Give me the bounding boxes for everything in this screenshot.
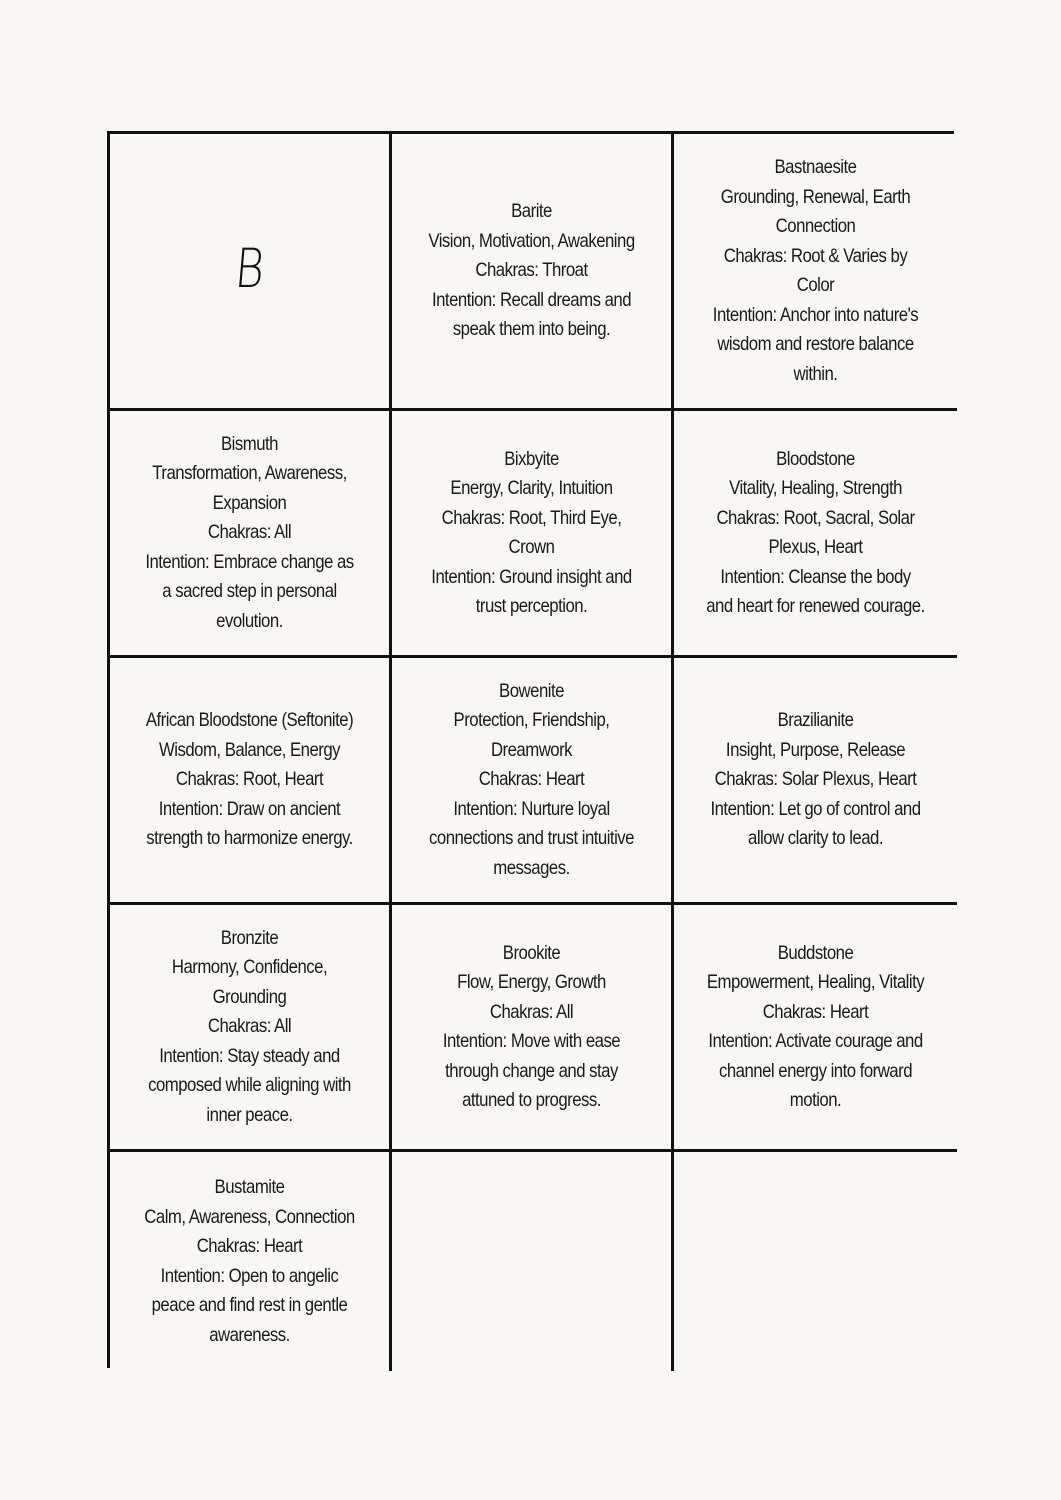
crystal-chakras: Chakras: Root, Third Eye, Crown (441, 506, 622, 558)
crystal-name: Brazilianite (777, 709, 854, 732)
crystal-entry (424, 197, 640, 345)
crystal-card (110, 905, 392, 1152)
crystal-card (110, 1152, 392, 1371)
crystal-entry (142, 430, 358, 637)
crystal-chakras: Chakras: Heart (478, 768, 585, 791)
crystal-card (392, 134, 674, 411)
empty-cell (674, 1152, 957, 1371)
crystal-chakras: Chakras: Root, Sacral, Solar Plexus, Heart (716, 506, 915, 558)
crystal-properties: Wisdom, Balance, Energy (158, 738, 341, 761)
crystal-name: African Bloodstone (Seftonite) (145, 709, 354, 732)
crystal-entry (706, 153, 925, 389)
crystal-name: Bastnaesite (774, 156, 857, 178)
crystal-properties: Transformation, Awareness, Expansion (152, 462, 347, 514)
crystal-card (674, 134, 957, 411)
crystal-properties: Grounding, Renewal, Earth Connection (720, 185, 911, 237)
crystal-properties: Insight, Purpose, Release (725, 738, 906, 761)
crystal-chakras: Chakras: All (489, 1000, 574, 1023)
crystal-chakras: Chakras: Root, Heart (175, 768, 324, 791)
crystal-properties: Empowerment, Healing, Vitality (706, 971, 925, 993)
crystal-name: Bixbyite (504, 447, 559, 470)
crystal-intention: Intention: Nurture loyal connections and trust intuitive messages. (429, 797, 634, 879)
crystal-intention: Intention: Draw on ancient strength to harmonize energy. (146, 797, 353, 850)
crystal-properties: Harmony, Confidence, Grounding (171, 956, 328, 1008)
crystal-entry (706, 706, 925, 854)
crystal-card (674, 905, 957, 1152)
crystal-chakras: Chakras: Heart (762, 1000, 869, 1023)
crystal-name: Bismuth (221, 432, 278, 455)
crystal-name: Bustamite (214, 1176, 285, 1198)
crystal-properties: Flow, Energy, Growth (457, 971, 606, 993)
empty-cell (392, 1152, 674, 1371)
crystal-entry (142, 1173, 358, 1350)
crystal-card (110, 411, 392, 658)
crystal-chakras: Chakras: Root & Varies by Color (723, 244, 908, 296)
crystal-card (392, 411, 674, 658)
crystal-name: Brookite (502, 941, 561, 964)
crystal-intention: Intention: Stay steady and composed while aligning with inner peace. (148, 1044, 351, 1126)
crystal-intention: Intention: Embrace change as a sacred step in personal evolution. (145, 550, 354, 632)
crystal-intention: Intention: Cleanse the body and heart for renewed courage. (706, 565, 925, 617)
crystal-entry (706, 445, 925, 622)
crystal-entry (424, 939, 640, 1116)
crystal-name: Barite (511, 200, 552, 223)
crystal-intention: Intention: Activate courage and channel energy into forward motion. (708, 1030, 923, 1111)
crystal-chakras: Chakras: Heart (196, 1235, 303, 1257)
crystal-chakras: Chakras: All (207, 1015, 292, 1038)
crystal-properties: Energy, Clarity, Intuition (450, 477, 613, 499)
crystal-card (110, 658, 392, 905)
crystal-entry (142, 924, 358, 1131)
crystal-entry (142, 706, 358, 854)
crystal-card (674, 411, 957, 658)
crystal-grid (107, 131, 954, 1368)
crystal-properties: Protection, Friendship, Dreamwork (453, 709, 610, 761)
crystal-intention: Intention: Move with ease through change and stay attuned to progress. (442, 1030, 621, 1111)
crystal-intention: Intention: Let go of control and allow clarity to lead. (710, 797, 921, 850)
crystal-intention: Intention: Recall dreams and speak them into being. (431, 288, 632, 341)
crystal-entry (706, 939, 925, 1116)
letter-cell (110, 134, 392, 411)
crystal-chakras: Chakras: Throat (475, 259, 588, 282)
crystal-name: Bowenite (499, 679, 564, 702)
crystal-name: Buddstone (777, 941, 854, 964)
crystal-intention: Intention: Anchor into nature's wisdom and restore balance within. (712, 303, 919, 385)
crystal-entry (424, 677, 640, 884)
crystal-card (392, 905, 674, 1152)
crystal-properties: Vision, Motivation, Awakening (428, 229, 635, 252)
crystal-intention: Intention: Open to angelic peace and find rest in gentle awareness. (151, 1264, 348, 1346)
crystal-chakras: Chakras: All (207, 521, 292, 544)
crystal-card (674, 658, 957, 905)
crystal-chakras: Chakras: Solar Plexus, Heart (714, 768, 917, 791)
section-letter: B (232, 236, 267, 300)
crystal-properties: Vitality, Healing, Strength (729, 477, 902, 499)
crystal-entry (424, 445, 640, 622)
crystal-intention: Intention: Ground insight and trust perception. (431, 565, 632, 617)
crystal-name: Bronzite (220, 926, 279, 949)
crystal-name: Bloodstone (776, 447, 855, 470)
crystal-card (392, 658, 674, 905)
crystal-properties: Calm, Awareness, Connection (144, 1205, 355, 1228)
